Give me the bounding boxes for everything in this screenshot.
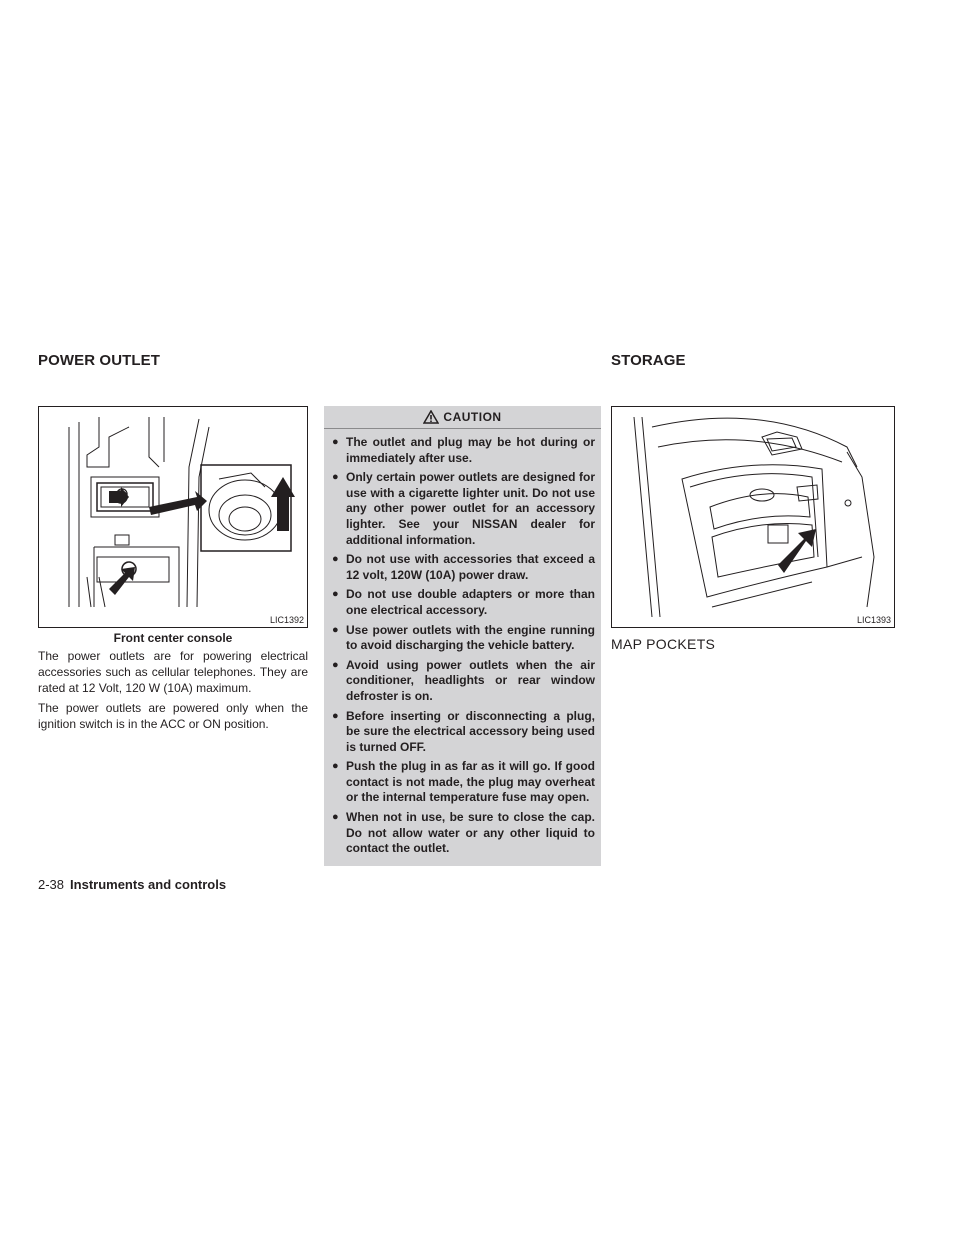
warning-icon	[423, 410, 439, 424]
figure-caption: Front center console	[113, 631, 233, 645]
section-heading-power-outlet: POWER OUTLET	[38, 352, 161, 369]
page-footer	[38, 877, 226, 892]
caution-item: ● Use power outlets with the engine running to avoid discharging the vehicle battery.	[332, 622, 595, 653]
section-heading-storage: STORAGE	[611, 352, 686, 369]
figure-code: LIC1393	[856, 615, 891, 625]
footer-section-title: Instruments and controls	[70, 877, 227, 892]
caution-item: ● Do not use double adapters or more than one electrical accessory.	[332, 587, 595, 617]
caution-item: ● The outlet and plug may be hot during or immediately after use.	[332, 435, 595, 465]
center-console-illustration	[39, 407, 307, 627]
body-paragraph: The power outlets are for powering electrical accessories such as cellular telephones. They are rated at 12 Volt, 120 W (10A) maximum.	[38, 649, 308, 695]
page-number: 2-38	[38, 877, 65, 892]
caution-title: CAUTION	[443, 410, 502, 424]
figure-door-map-pocket	[611, 406, 895, 628]
subheading-map-pockets: MAP POCKETS	[611, 636, 716, 652]
caution-item: ● Before inserting or disconnecting a plug, be sure the electrical accessory being used is turned OFF.	[332, 708, 595, 754]
caution-item: ● Only certain power outlets are designed for use with a cigarette lighter unit. Do not use any other power outlet for an accessory lighter. See your NISSAN dealer for additional information.	[332, 470, 595, 547]
body-paragraph: The power outlets are powered only when the ignition switch is in the ACC or ON position.	[38, 701, 308, 731]
door-illustration	[612, 407, 894, 627]
caution-item: ● Push the plug in as far as it will go. If good contact is not made, the plug may overheat or the internal temperature fuse may open.	[332, 759, 595, 805]
caution-item: ● Avoid using power outlets when the air conditioner, headlights or rear window defroster is on.	[332, 657, 595, 703]
caution-list	[332, 435, 595, 857]
caution-box	[324, 406, 601, 866]
caution-header	[324, 406, 601, 429]
caution-item: ● Do not use with accessories that exceed a 12 volt, 120W (10A) power draw.	[332, 552, 595, 582]
figure-front-center-console	[38, 406, 308, 628]
caution-item: ● When not in use, be sure to close the cap. Do not allow water or any other liquid to contact the outlet.	[332, 810, 595, 856]
figure-code: LIC1392	[269, 615, 304, 625]
